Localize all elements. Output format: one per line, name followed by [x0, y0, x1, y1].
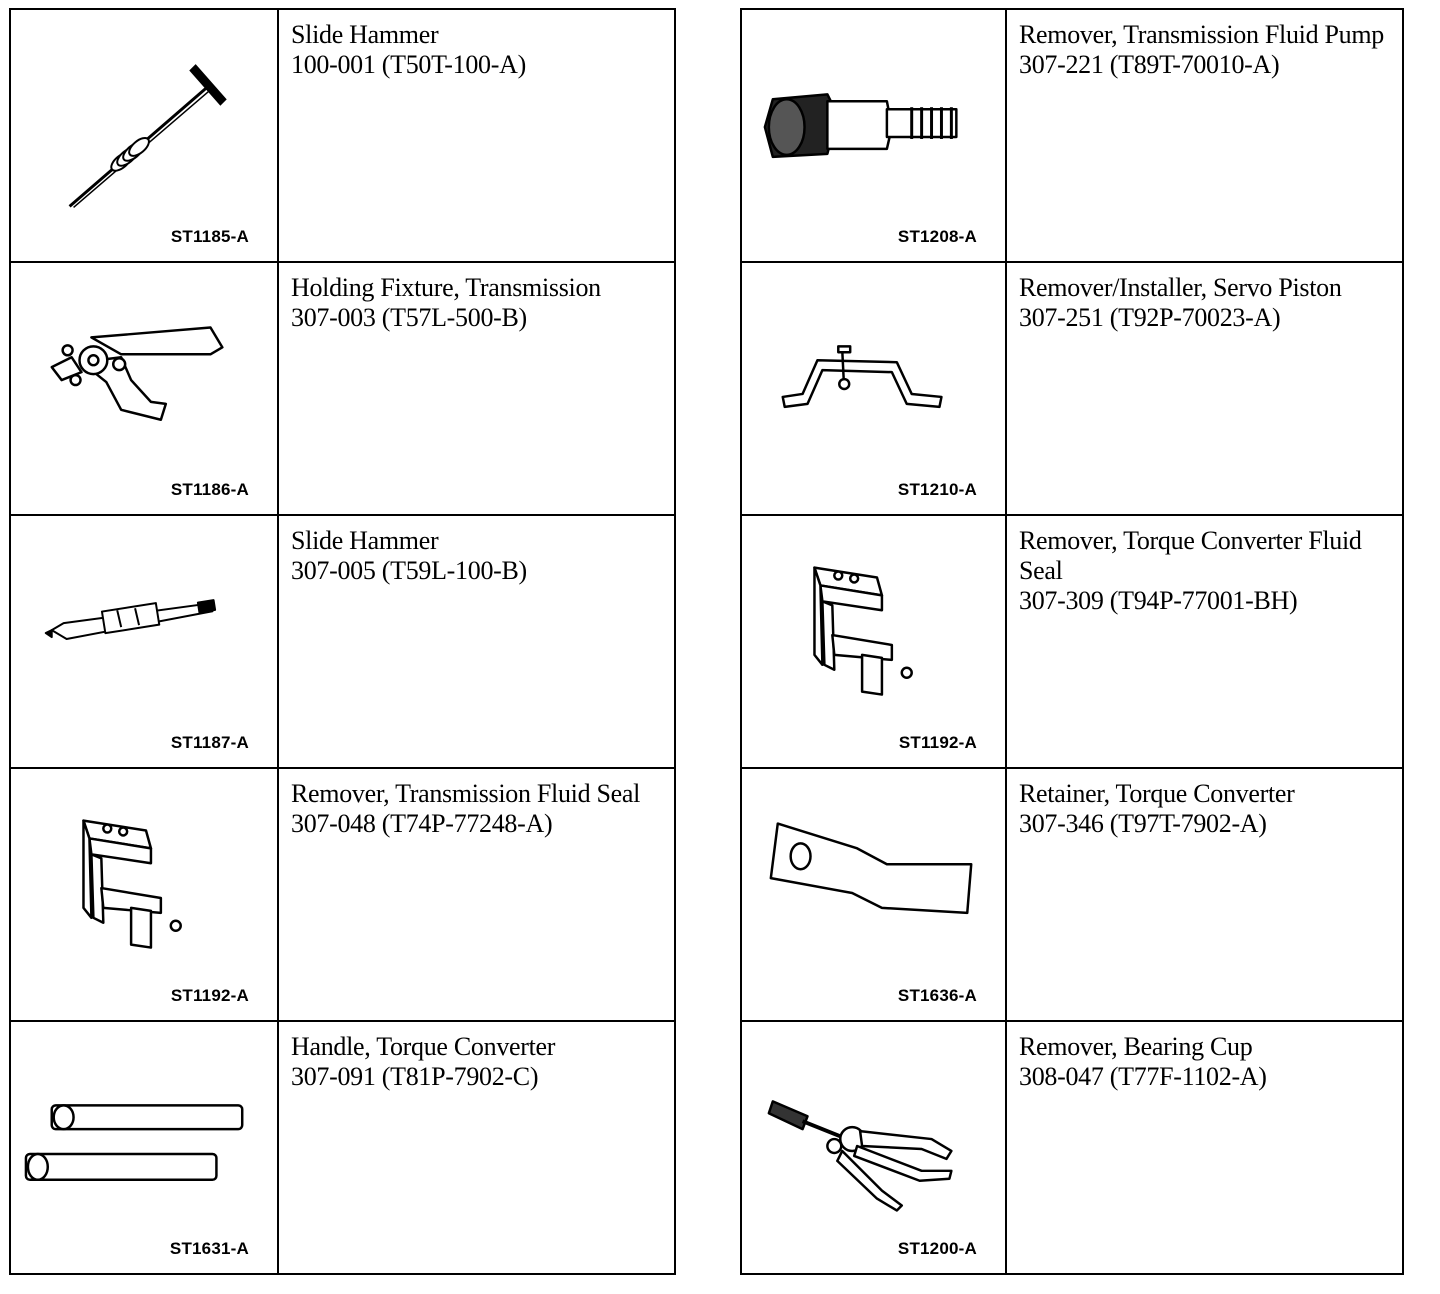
- tool-image-cell: [10, 515, 278, 768]
- tool-name: Remover/Installer, Servo Piston: [1019, 273, 1342, 302]
- tool-part-number: 307-003 (T57L-500-B): [291, 303, 527, 332]
- tool-table-left: [9, 8, 676, 1275]
- tool-description-cell: [1006, 262, 1403, 515]
- table-row: [10, 262, 675, 515]
- seal-remover-icon: [742, 516, 1005, 767]
- tool-part-number: 307-221 (T89T-70010-A): [1019, 50, 1280, 79]
- tool-part-number: 307-048 (T74P-77248-A): [291, 809, 553, 838]
- slide-hammer-small-icon: [11, 516, 277, 767]
- seal-remover-icon: [11, 769, 277, 1020]
- table-row: [10, 768, 675, 1021]
- tool-description-cell: [278, 1021, 675, 1274]
- tool-name: Remover, Bearing Cup: [1019, 1032, 1253, 1061]
- tool-image-cell: [10, 9, 278, 262]
- tool-image-cell: [741, 9, 1006, 262]
- tool-part-number: 307-005 (T59L-100-B): [291, 556, 527, 585]
- table-row: [741, 262, 1403, 515]
- tool-image-cell: [10, 1021, 278, 1274]
- holding-fixture-icon: [11, 263, 277, 514]
- tool-name: Holding Fixture, Transmission: [291, 273, 601, 302]
- tool-part-number: 100-001 (T50T-100-A): [291, 50, 526, 79]
- tool-part-number: 307-309 (T94P-77001-BH): [1019, 586, 1298, 615]
- figure-code: ST1200-A: [897, 1239, 977, 1258]
- figure-code: ST1631-A: [169, 1239, 249, 1258]
- table-row: [10, 9, 675, 262]
- tool-name: Handle, Torque Converter: [291, 1032, 556, 1061]
- tool-part-number: 307-091 (T81P-7902-C): [291, 1062, 539, 1091]
- tool-image-cell: [741, 768, 1006, 1021]
- figure-code: ST1636-A: [897, 986, 977, 1005]
- tool-description-cell: [1006, 768, 1403, 1021]
- figure-code: ST1185-A: [170, 227, 249, 246]
- tool-part-number: 308-047 (T77F-1102-A): [1019, 1062, 1267, 1091]
- tool-description-cell: [278, 9, 675, 262]
- figure-code: ST1187-A: [170, 733, 249, 752]
- tool-part-number: 307-346 (T97T-7902-A): [1019, 809, 1267, 838]
- table-row: [741, 1021, 1403, 1274]
- figure-code: ST1192-A: [898, 733, 977, 752]
- tool-image-cell: [10, 768, 278, 1021]
- tool-name: Remover, Transmission Fluid Seal: [291, 779, 641, 808]
- table-row: [741, 9, 1403, 262]
- tool-description-cell: [278, 262, 675, 515]
- tool-description-cell: [1006, 1021, 1403, 1274]
- tool-image-cell: [741, 515, 1006, 768]
- figure-code: ST1186-A: [170, 480, 249, 499]
- tool-table-right: [740, 8, 1404, 1275]
- table-row: [741, 515, 1403, 768]
- figure-code: ST1192-A: [170, 986, 249, 1005]
- tool-name: Retainer, Torque Converter: [1019, 779, 1295, 808]
- figure-code: ST1210-A: [897, 480, 977, 499]
- table-row: [10, 1021, 675, 1274]
- slide-hammer-icon: [11, 10, 277, 261]
- tool-image-cell: [10, 262, 278, 515]
- tool-name: Slide Hammer: [291, 526, 439, 555]
- tool-part-number: 307-251 (T92P-70023-A): [1019, 303, 1281, 332]
- converter-retainer-icon: [742, 769, 1005, 1020]
- tool-image-cell: [741, 1021, 1006, 1274]
- tool-description-cell: [278, 768, 675, 1021]
- figure-code: ST1208-A: [897, 227, 977, 246]
- tool-description-cell: [278, 515, 675, 768]
- tool-name: Remover, Torque Converter Fluid Seal: [1019, 526, 1362, 585]
- tool-description-cell: [1006, 515, 1403, 768]
- tool-image-cell: [741, 262, 1006, 515]
- converter-handle-icon: [11, 1022, 277, 1273]
- table-row: [741, 768, 1403, 1021]
- tool-name: Slide Hammer: [291, 20, 439, 49]
- servo-piston-tool-icon: [742, 263, 1005, 514]
- table-row: [10, 515, 675, 768]
- pump-remover-icon: [742, 10, 1005, 261]
- tool-name: Remover, Transmission Fluid Pump: [1019, 20, 1384, 49]
- tool-description-cell: [1006, 9, 1403, 262]
- bearing-cup-puller-icon: [742, 1022, 1005, 1273]
